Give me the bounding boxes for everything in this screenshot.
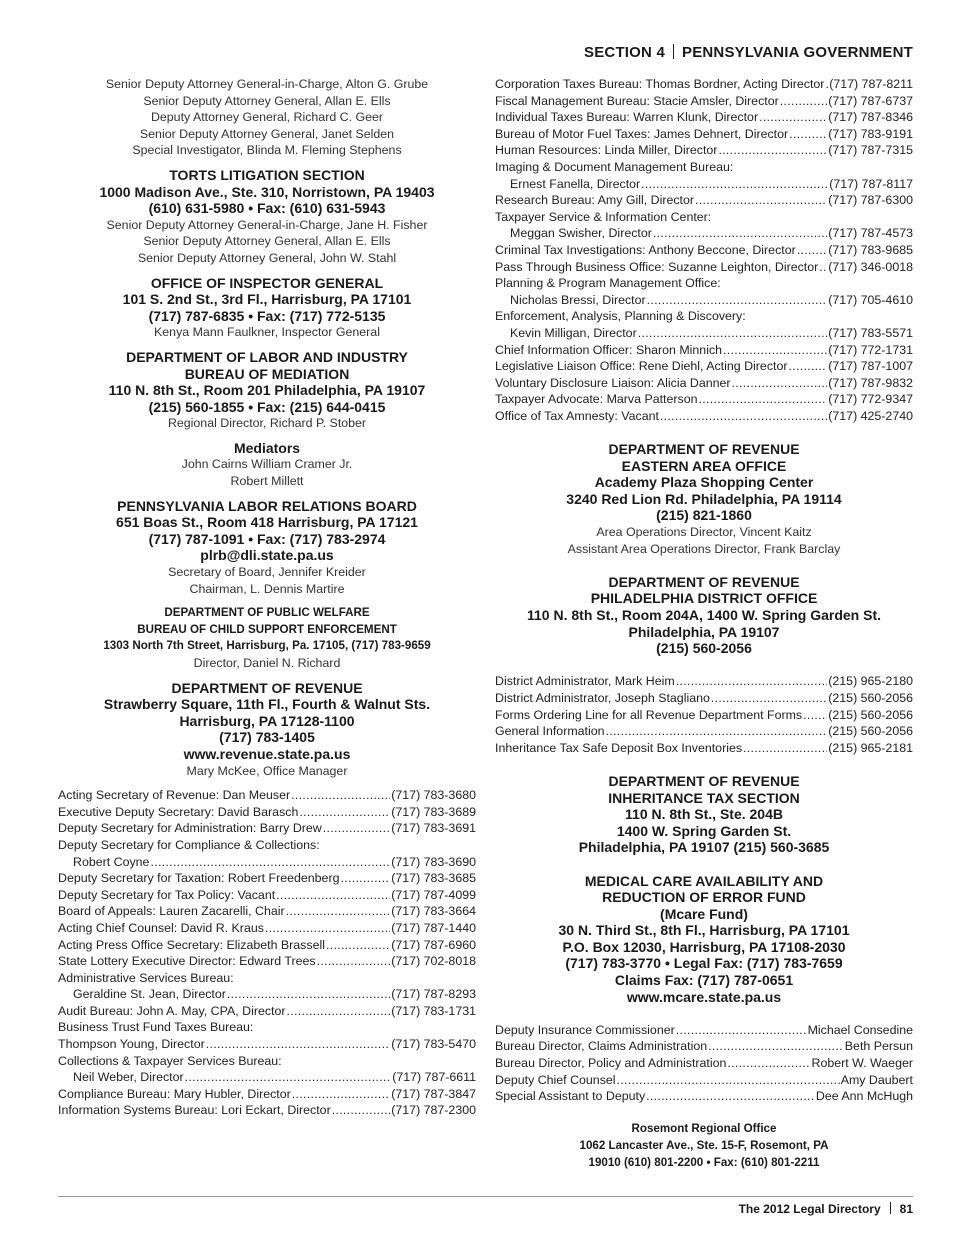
dot-leader [286, 903, 391, 920]
entry-value: (215) 560-2056 [828, 707, 913, 722]
directory-entry [495, 275, 913, 292]
directory-entry [495, 673, 913, 690]
staff-line: Chairman, L. Dennis Martire [189, 581, 345, 596]
section-address-line: P.O. Box 12030, Harrisburg, PA 17108-2030 [562, 938, 846, 955]
section-address-line: (717) 787-6835 • Fax: (717) 772-5135 [148, 307, 386, 324]
section-heading: DEPARTMENT OF LABOR AND INDUSTRY [126, 348, 408, 365]
directory-entry [58, 854, 476, 871]
entry-label: Imaging & Document Management Bureau: [495, 159, 734, 174]
section-address-line: PHILADELPHIA DISTRICT OFFICE [590, 590, 818, 607]
entry-label: Pass Through Business Office: Suzanne Leighton, Director [495, 259, 819, 274]
entry-label: Executive Deputy Secretary: David Barasch [58, 804, 299, 819]
mcare-fund-section [495, 873, 913, 1006]
entry-label: Bureau of Motor Fuel Taxes: James Dehnert, Director [495, 126, 789, 141]
entry-value: (717) 787-3847 [391, 1086, 476, 1101]
directory-entry [495, 342, 913, 359]
section-heading: DEPARTMENT OF REVENUE [171, 679, 363, 696]
directory-entry [495, 391, 913, 408]
entry-label: Enforcement, Analysis, Planning & Discovery: [495, 309, 746, 324]
dot-leader [743, 740, 827, 757]
directory-entry [495, 109, 913, 126]
entry-label: Neil Weber, Director [73, 1070, 184, 1085]
entry-label: Research Bureau: Amy Gill, Director [495, 193, 695, 208]
section-address-line: 3240 Red Lion Rd. Philadelphia, PA 19114 [566, 490, 842, 507]
footer-divider [890, 1202, 891, 1214]
section-address-line: (Mcare Fund) [660, 905, 748, 922]
directory-entry [58, 837, 476, 854]
directory-entry [495, 408, 913, 425]
entry-label: Taxpayer Advocate: Marva Patterson [495, 392, 698, 407]
entry-label: Robert Coyne [73, 854, 150, 869]
section-address-line: INHERITANCE TAX SECTION [608, 789, 800, 806]
dot-leader [641, 176, 828, 193]
directory-entry [495, 325, 913, 342]
entry-label: Audit Bureau: John A. May, CPA, Director [58, 1003, 286, 1018]
dot-leader [638, 325, 828, 342]
entry-label: Deputy Secretary for Tax Policy: Vacant [58, 887, 276, 902]
directory-entry [495, 126, 913, 143]
entry-label: Business Trust Fund Taxes Bureau: [58, 1020, 254, 1035]
entry-label: Fiscal Management Bureau: Stacie Amsler, Director [495, 93, 779, 108]
footer-rule [58, 1196, 913, 1197]
inspector-general-section [58, 275, 476, 341]
entry-value: (717) 787-1440 [391, 920, 476, 935]
section-address-line: (610) 631-5980 • Fax: (610) 631-5943 [148, 200, 386, 217]
directory-entry [495, 176, 913, 193]
dot-leader [759, 109, 827, 126]
section-address-line: 110 N. 8th St., Room 201 Philadelphia, PA 19107 [108, 382, 426, 399]
revenue-bureau-list [495, 76, 913, 424]
staff-line: Senior Deputy Attorney General, Allan E. Ells [143, 234, 391, 249]
entry-value: (717) 783-3664 [391, 904, 476, 919]
staff-line: John Cairns William Cramer Jr. [181, 457, 353, 472]
section-address-line: 1303 North 7th Street, Harrisburg, Pa. 17105, (717) 783-9659 [103, 639, 431, 653]
entry-label: General Information [495, 724, 605, 739]
staff-line: Secretary of Board, Jennifer Kreider [168, 565, 366, 580]
entry-value: (717) 787-8117 [829, 176, 913, 191]
entry-value: (717) 783-9685 [828, 242, 913, 257]
rosemont-regional-office-section [495, 1121, 913, 1171]
dot-leader [291, 787, 390, 804]
dot-leader [660, 408, 827, 425]
entry-value: (717) 772-1731 [828, 342, 913, 357]
directory-entry [495, 209, 913, 226]
section-address-line: 1062 Lancaster Ave., Ste. 15-F, Rosemont, PA [579, 1139, 829, 1152]
dot-leader [647, 292, 828, 309]
entry-label: Deputy Secretary for Taxation: Robert Freedenberg [58, 871, 340, 886]
entry-label: Deputy Chief Counsel [495, 1072, 616, 1087]
header-divider [673, 44, 674, 59]
dot-leader [606, 723, 828, 740]
dot-leader [287, 1003, 391, 1020]
entry-value: (717) 783-3680 [391, 788, 476, 803]
left-column [58, 76, 476, 1119]
entry-value: (717) 783-3689 [391, 804, 476, 819]
entry-label: District Administrator, Joseph Stagliano [495, 690, 710, 705]
section-address-line: 101 S. 2nd St., 3rd Fl., Harrisburg, PA 17101 [122, 291, 412, 308]
section-address-line: REDUCTION OF ERROR FUND [602, 889, 806, 906]
directory-entry [58, 1003, 476, 1020]
section-address-line: (215) 560-1855 • Fax: (215) 644-0415 [148, 398, 386, 415]
directory-entry [495, 242, 913, 259]
dot-leader [723, 342, 827, 359]
entry-label: Planning & Program Management Office: [495, 276, 721, 291]
dot-leader [711, 690, 827, 707]
entry-label: Deputy Insurance Commissioner [495, 1022, 675, 1037]
directory-entry [58, 1036, 476, 1053]
dot-leader [299, 804, 390, 821]
entry-label: Deputy Secretary for Administration: Barry Drew [58, 821, 322, 836]
section-heading: DEPARTMENT OF REVENUE [608, 573, 800, 590]
directory-entry [58, 920, 476, 937]
right-column [495, 76, 913, 1171]
directory-entry [495, 690, 913, 707]
eastern-area-office-section [495, 441, 913, 557]
mediators-section [58, 440, 476, 490]
directory-entry [58, 820, 476, 837]
entry-value: Beth Persun [844, 1039, 913, 1054]
entry-label: Nicholas Bressi, Director [510, 292, 646, 307]
entry-value: (717) 787-6960 [391, 937, 476, 952]
section-heading: TORTS LITIGATION SECTION [169, 166, 365, 183]
directory-entry [58, 1019, 476, 1036]
staff-line: Deputy Attorney General, Richard C. Geer [150, 110, 384, 125]
entry-label: Geraldine St. Jean, Director [73, 987, 226, 1002]
section-heading: MEDICAL CARE AVAILABILITY AND [584, 872, 824, 889]
directory-entry [495, 142, 913, 159]
dot-leader [276, 887, 390, 904]
inheritance-tax-section [495, 773, 913, 856]
directory-entry [58, 1086, 476, 1103]
staff-line: Regional Director, Richard P. Stober [167, 416, 367, 431]
section-address-line: (215) 821-1860 [656, 507, 752, 524]
section-address-line: 1000 Madison Ave., Ste. 310, Norristown, PA 19403 [99, 183, 435, 200]
entry-label: Board of Appeals: Lauren Zacarelli, Chair [58, 904, 285, 919]
entry-label: Forms Ordering Line for all Revenue Department Forms [495, 707, 803, 722]
page-number: 81 [899, 1202, 913, 1216]
directory-entry [58, 1102, 476, 1119]
dot-leader [825, 76, 828, 93]
section-address-line: (717) 783-1405 [219, 729, 315, 746]
entry-label: Administrative Services Bureau: [58, 970, 234, 985]
section-address-line: 30 N. Third St., 8th Fl., Harrisburg, PA 17101 [558, 922, 850, 939]
entry-label: Acting Secretary of Revenue: Dan Meuser [58, 788, 291, 803]
section-address-line: Academy Plaza Shopping Center [594, 474, 814, 491]
section-address-line: (717) 787-1091 • Fax: (717) 783-2974 [148, 530, 386, 547]
entry-value: Robert W. Waeger [811, 1056, 913, 1071]
entry-label: Meggan Swisher, Director [510, 226, 652, 241]
entry-value: (717) 346-0018 [828, 259, 913, 274]
section-address-line: 1400 W. Spring Garden St. [616, 822, 792, 839]
entry-value: (717) 787-6737 [828, 93, 913, 108]
section-address-line: www.mcare.state.pa.us [626, 988, 782, 1005]
dot-leader [676, 673, 828, 690]
directory-entry [58, 970, 476, 987]
directory-entry [58, 986, 476, 1003]
dot-leader [206, 1036, 391, 1053]
entry-label: Criminal Tax Investigations: Anthony Beccone, Director [495, 242, 796, 257]
directory-entry [58, 870, 476, 887]
section-address-line: plrb@dli.state.pa.us [200, 547, 334, 564]
dot-leader [698, 391, 827, 408]
entry-value: Michael Consedine [807, 1022, 913, 1037]
staff-line: Area Operations Director, Vincent Kaitz [596, 525, 812, 540]
entry-value: (717) 772-9347 [828, 392, 913, 407]
entry-value: (717) 787-6611 [392, 1070, 476, 1085]
dot-leader [788, 358, 827, 375]
dot-leader [646, 1088, 815, 1105]
directory-entry [495, 707, 913, 724]
entry-value: (717) 787-9832 [828, 375, 913, 390]
section-number: SECTION 4 [584, 44, 665, 61]
staff-line: Senior Deputy Attorney General, Janet Selden [139, 126, 395, 141]
labor-relations-board-section [58, 498, 476, 598]
torts-litigation-section [58, 167, 476, 267]
public-welfare-section [58, 605, 476, 671]
dot-leader [185, 1069, 392, 1086]
directory-entry [495, 1038, 913, 1055]
entry-value: (717) 787-4099 [391, 887, 476, 902]
revenue-contact-list [58, 787, 476, 1119]
entry-label: Corporation Taxes Bureau: Thomas Bordner, Acting Director [495, 77, 825, 91]
entry-value: Dee Ann McHugh [815, 1089, 913, 1104]
section-address-line: (215) 560-2056 [656, 640, 752, 657]
directory-entry [495, 159, 913, 176]
section-address-line: BUREAU OF MEDIATION [184, 365, 350, 382]
section-address-line: (717) 783-3770 • Legal Fax: (717) 783-7659 [565, 955, 843, 972]
entry-label: Human Resources: Linda Miller, Director [495, 143, 718, 158]
directory-entry [58, 1053, 476, 1070]
directory-entry [58, 887, 476, 904]
section-header [584, 44, 913, 61]
dot-leader [732, 375, 828, 392]
staff-line: Senior Deputy Attorney General-in-Charge, Jane H. Fisher [106, 217, 428, 232]
entry-value: (717) 783-3685 [391, 871, 476, 886]
philadelphia-district-office-section [495, 574, 913, 657]
entry-value: (717) 783-1731 [391, 1003, 476, 1018]
directory-entry [58, 953, 476, 970]
entry-value: (717) 787-6300 [828, 193, 913, 208]
entry-label: Taxpayer Service & Information Center: [495, 209, 712, 224]
directory-entry [495, 723, 913, 740]
dot-leader [326, 937, 390, 954]
entry-value: (717) 705-4610 [828, 292, 913, 307]
dot-leader [265, 920, 390, 937]
philadelphia-contact-list [495, 673, 913, 756]
dot-leader [819, 259, 827, 276]
section-address-line: Claims Fax: (717) 787-0651 [614, 972, 794, 989]
directory-entry [495, 93, 913, 110]
staff-line: Senior Deputy Attorney General, Allan E. Ells [143, 93, 391, 108]
entry-value: (717) 787-8346 [828, 110, 913, 125]
section-heading: DEPARTMENT OF REVENUE [608, 772, 800, 789]
labor-industry-section [58, 349, 476, 432]
entry-label: Individual Taxes Bureau: Warren Klunk, Director [495, 110, 759, 125]
section-title: PENNSYLVANIA GOVERNMENT [681, 44, 913, 61]
entry-label: Legislative Liaison Office: Rene Diehl, Acting Director [495, 359, 788, 374]
section-address-line: 651 Boas St., Room 418 Harrisburg, PA 17121 [116, 514, 418, 531]
section-address-line: 110 N. 8th St., Room 204A, 1400 W. Spring Garden St. [527, 607, 881, 623]
entry-label: State Lottery Executive Director: Edward Trees [58, 954, 316, 969]
entry-label: Acting Chief Counsel: David R. Kraus [58, 920, 264, 935]
entry-value: (717) 787-2300 [391, 1103, 476, 1118]
dot-leader [676, 1022, 807, 1039]
entry-value: (717) 787-8211 [829, 77, 913, 91]
staff-line: Senior Deputy Attorney General, John W. Stahl [137, 250, 397, 265]
directory-entry [495, 192, 913, 209]
staff-line: Mary McKee, Office Manager [186, 763, 348, 778]
mcare-staff-list [495, 1022, 913, 1105]
directory-entry [495, 259, 913, 276]
dot-leader [797, 242, 828, 259]
section-address-line: BUREAU OF CHILD SUPPORT ENFORCEMENT [137, 622, 397, 636]
entry-value: (717) 787-4573 [828, 226, 913, 241]
entry-label: Collections & Taxpayer Services Bureau: [58, 1053, 282, 1068]
section-heading: Rosemont Regional Office [631, 1122, 777, 1136]
section-address-line: Strawberry Square, 11th Fl., Fourth & Walnut Sts. [103, 696, 431, 713]
section-address-line: www.revenue.state.pa.us [183, 745, 351, 762]
entry-label: Deputy Secretary for Compliance & Collections: [58, 837, 320, 852]
dot-leader [227, 986, 390, 1003]
section-address-line: 19010 (610) 801-2200 • Fax: (610) 801-2211 [588, 1155, 820, 1169]
dot-leader [617, 1072, 840, 1089]
revenue-department-section [58, 680, 476, 780]
staff-line: Director, Daniel N. Richard [193, 656, 341, 670]
entry-value: (215) 965-2181 [828, 740, 913, 755]
entry-value: Amy Daubert [840, 1072, 913, 1087]
entry-label: Office of Tax Amnesty: Vacant [495, 408, 659, 423]
directory-entry [58, 804, 476, 821]
entry-value: (717) 783-9191 [828, 126, 913, 141]
entry-value: (717) 783-5470 [391, 1037, 476, 1052]
entry-label: Inheritance Tax Safe Deposit Box Inventories [495, 740, 743, 755]
entry-label: Bureau Director, Claims Administration [495, 1039, 708, 1054]
directory-entry [58, 903, 476, 920]
section-address-line: Harrisburg, PA 17128-1100 [179, 712, 355, 729]
page-footer [739, 1202, 913, 1216]
dot-leader [727, 1055, 810, 1072]
dot-leader [803, 707, 827, 724]
entry-label: Chief Information Officer: Sharon Minnich [495, 342, 723, 357]
dot-leader [292, 1086, 391, 1103]
entry-value: (717) 783-5571 [828, 325, 913, 340]
section-address-line: 110 N. 8th St., Ste. 204B [625, 806, 783, 823]
directory-entry [58, 937, 476, 954]
entry-label: Voluntary Disclosure Liaison: Alicia Danner [495, 375, 731, 390]
staff-line: Robert Millett [230, 474, 304, 489]
staff-line: Special Investigator, Blinda M. Fleming Stephens [132, 143, 402, 158]
entry-label: Compliance Bureau: Mary Hubler, Director [58, 1086, 291, 1101]
entry-value: (215) 560-2056 [828, 690, 913, 705]
entry-value: (717) 702-8018 [391, 954, 476, 969]
dot-leader [708, 1038, 844, 1055]
dot-leader [340, 870, 390, 887]
directory-entry [495, 308, 913, 325]
entry-value: (717) 787-7315 [828, 143, 913, 158]
entry-label: Special Assistant to Deputy [495, 1089, 646, 1104]
publication-title: The 2012 Legal Directory [738, 1202, 881, 1216]
entry-label: Kevin Milligan, Director [510, 325, 637, 340]
directory-entry [495, 225, 913, 242]
directory-entry [495, 1022, 913, 1039]
dot-leader [789, 126, 827, 143]
section-heading: DEPARTMENT OF REVENUE [608, 441, 800, 458]
section-address-line: Philadelphia, PA 19107 [628, 623, 780, 640]
directory-entry [495, 358, 913, 375]
entry-value: (215) 965-2180 [828, 674, 913, 689]
directory-entry [495, 292, 913, 309]
entry-value: (717) 425-2740 [828, 408, 913, 423]
section-heading: DEPARTMENT OF PUBLIC WELFARE [164, 606, 370, 620]
entry-value: (717) 787-1007 [828, 359, 913, 374]
entry-value: (717) 783-3690 [391, 854, 476, 869]
directory-entry [58, 1069, 476, 1086]
entry-label: District Administrator, Mark Heim [495, 674, 675, 689]
dot-leader [695, 192, 827, 209]
dot-leader [332, 1102, 391, 1119]
directory-entry [495, 740, 913, 757]
dot-leader [317, 953, 391, 970]
dot-leader [323, 820, 391, 837]
directory-entry [495, 76, 913, 93]
ag-staff-block [58, 76, 476, 159]
directory-entry [495, 375, 913, 392]
section-heading: Mediators [233, 439, 301, 456]
entry-value: (215) 560-2056 [828, 724, 913, 739]
directory-entry [495, 1088, 913, 1105]
entry-label: Thompson Young, Director [58, 1037, 205, 1052]
dot-leader [780, 93, 828, 110]
entry-label: Acting Press Office Secretary: Elizabeth Brassell [58, 937, 325, 952]
entry-value: (717) 783-3691 [391, 821, 476, 836]
entry-label: Information Systems Bureau: Lori Eckart, Director [58, 1103, 331, 1118]
section-address-line: Philadelphia, PA 19107 (215) 560-3685 [578, 839, 830, 856]
directory-entry [58, 787, 476, 804]
staff-line: Kenya Mann Faulkner, Inspector General [154, 325, 380, 340]
section-address-line: EASTERN AREA OFFICE [621, 457, 787, 474]
dot-leader [150, 854, 390, 871]
directory-entry [495, 1072, 913, 1089]
dot-leader [718, 142, 827, 159]
entry-value: (717) 787-8293 [391, 987, 476, 1002]
entry-label: Bureau Director, Policy and Administration [495, 1056, 727, 1071]
staff-line: Senior Deputy Attorney General-in-Charge, Alton G. Grube [105, 77, 429, 91]
staff-line: Assistant Area Operations Director, Frank Barclay [567, 541, 841, 556]
section-heading: PENNSYLVANIA LABOR RELATIONS BOARD [117, 497, 417, 514]
entry-label: Ernest Fanella, Director [510, 176, 641, 191]
dot-leader [653, 225, 827, 242]
directory-entry [495, 1055, 913, 1072]
section-heading: OFFICE OF INSPECTOR GENERAL [150, 274, 384, 291]
